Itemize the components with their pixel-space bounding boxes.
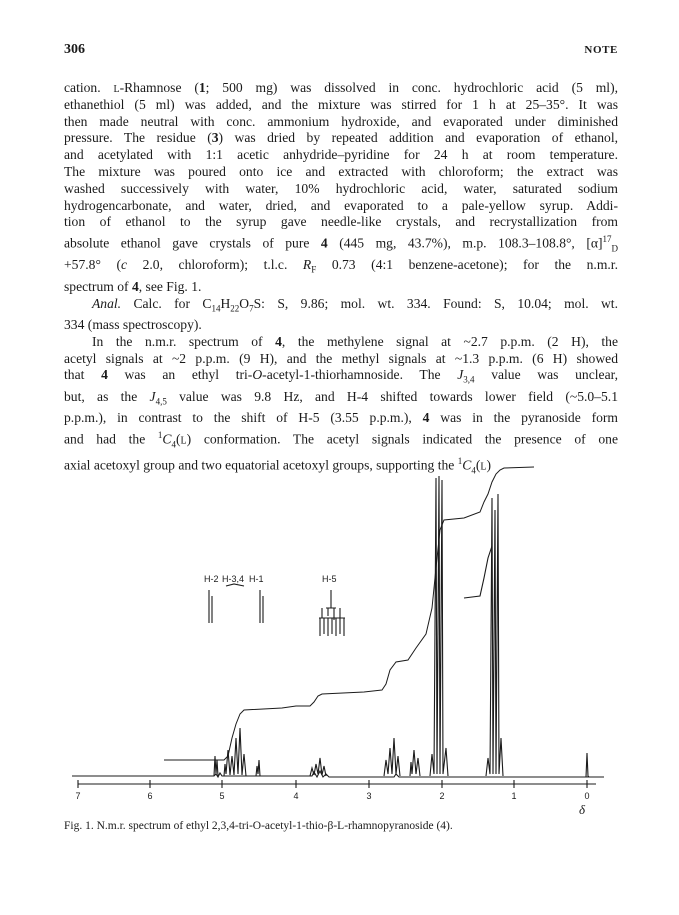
axis-tick-label: 0	[584, 791, 590, 801]
axis-tick-label: 1	[511, 791, 517, 801]
peak-tms	[586, 753, 589, 777]
peak-methyl	[486, 494, 503, 776]
peak-acetyl	[430, 476, 448, 776]
text-line: 334 (mass spectroscopy).	[64, 317, 202, 333]
axis-symbol: δ	[579, 802, 586, 817]
text-line: and had the $^1C_4(l)$ conformation. The acetyl signals indicated the presence of one	[64, 430, 618, 450]
h1-marker	[260, 590, 263, 623]
peak-label-h2: H-2	[204, 574, 219, 584]
page-number: 306	[64, 42, 85, 57]
text-line: absolute ethanol gave crystals of pure 4 (445 mg, 43.7%), m.p. 108.3–108.8°, $[\alpha]^{17}_D$	[64, 234, 618, 254]
peak-label-h1: H-1	[249, 574, 264, 584]
peak-h34	[224, 728, 246, 776]
text-line: hydrogencarbonate, and water, dried, and evaporated to a pale-yellow syrup. Addi-	[64, 197, 618, 213]
axis-tick-label: 2	[439, 791, 445, 801]
h5-multiplet-marker	[319, 590, 345, 636]
running-head: NOTE	[584, 44, 618, 56]
text-line: +57.8° (c 2.0, chloroform); t.l.c. $R_F$ 0.73 (4:1 benzene-acetone); for the n.m.r.	[64, 257, 618, 275]
text-line: cation. l-Rhamnose (1; 500 mg) was dissolved in conc. hydrochloric acid (5 ml),	[64, 80, 619, 95]
peak-methylene	[384, 738, 400, 776]
text-line: The mixture was poured onto ice and extracted with chloroform; the extract was	[64, 163, 618, 179]
axis-tick-label: 3	[366, 791, 372, 801]
h2-marker	[209, 590, 212, 623]
axis-tick-label: 6	[147, 791, 153, 801]
figure-caption: Fig. 1. N.m.r. spectrum of ethyl 2,3,4-tri-O-acetyl-1-thio-β-L-rhamnopyranoside (4).	[64, 820, 453, 832]
text-line: but, as the $J_{4,5}$ value was 9.8 Hz, and H-4 shifted towards lower field (~5.0–5.1	[64, 388, 618, 407]
peak-label-h5: H-5	[322, 574, 337, 584]
axis-tick-label: 5	[219, 791, 225, 801]
integral-trace	[164, 467, 534, 760]
axis-tick-label: 4	[293, 791, 299, 801]
text-line: tion of ethanol to the syrup gave needle-like crystals, and recrystallization from	[64, 214, 618, 230]
text-line: Anal. Calc. for $C_{14}H_{22}O_7S$: S, 9.86; mol. wt. 334. Found: S, 10.04; mol. wt.	[92, 295, 618, 314]
nmr-figure	[64, 438, 618, 838]
spectrum-baseline	[72, 771, 604, 777]
text-line: pressure. The residue (3) was dried by repeated addition and evaporation of ethanol,	[64, 130, 618, 146]
peak-h5	[310, 758, 326, 776]
body-text	[64, 80, 618, 479]
text-line: axial acetoxyl group and two equatorial acetoxyl groups, supporting the $^1C_4(l)$	[64, 456, 491, 476]
text-line: spectrum of 4, see Fig. 1.	[64, 278, 202, 294]
axis-tick-label: 7	[75, 791, 81, 801]
nmr-spectrum	[64, 438, 618, 838]
text-line: that 4 was an ethyl tri-O-acetyl-1-thiorhamnoside. The $J_{3,4}$ value was unclear,	[64, 367, 618, 386]
text-line: In the n.m.r. spectrum of 4, the methylene signal at ~2.7 p.p.m. (2 H), the	[92, 333, 619, 349]
peak-h2	[214, 756, 218, 776]
text-line: p.p.m.), in contrast to the shift of H-5 (3.55 p.p.m.), 4 was in the pyranoside form	[64, 410, 618, 426]
text-line: washed successively with water, 10% hydrochloric acid, water, saturated sodium	[64, 180, 618, 196]
text-line: ethanethiol (5 ml) was added, and the mixture was stirred for 1 h at 25–35°. It was	[64, 96, 618, 112]
h34-bracket	[226, 584, 244, 586]
text-line: acetyl signals at ~2 p.p.m. (9 H), and the methyl signals at ~1.3 p.p.m. (6 H) showed	[64, 350, 618, 366]
text-line: then made neutral with conc. ammonium hydroxide, and evaporated under diminished	[64, 113, 618, 129]
peak-h1	[256, 760, 260, 776]
text-line: and acetylated with 1:1 acetic anhydride–pyridine for 24 h at room temperature.	[64, 147, 618, 163]
page-header	[64, 42, 618, 58]
peak-label-h34: H-3,4	[222, 574, 245, 584]
